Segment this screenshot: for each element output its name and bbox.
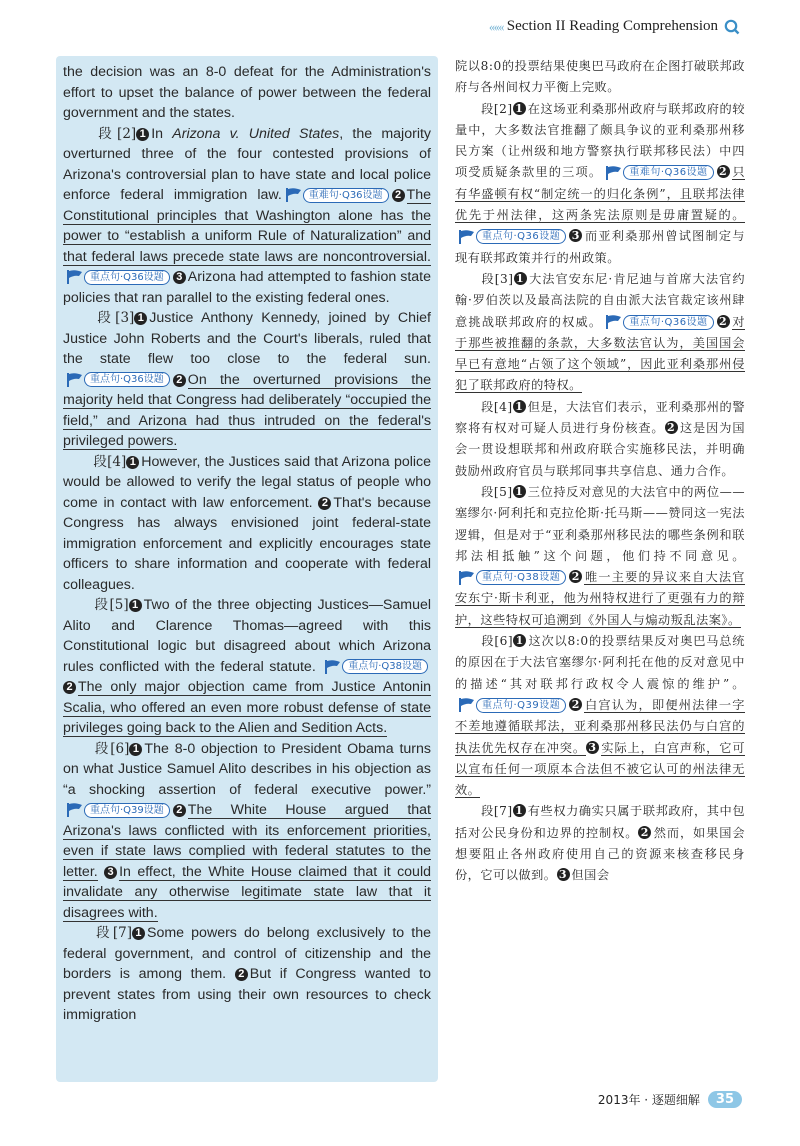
sentence-number-1: 1 (132, 927, 145, 940)
translation-paragraph-3: 段[3] 1 大法官安东尼·肯尼迪与首席大法官约翰·罗伯茨以及最高法院的自由派大法官裁定该州肆意挑战联邦政府的权威。 重点句·Q36设题 2 对于那些被推翻的条款，大多数法官认为，美国国会早已有意地“占领了这个领域”，因此亚利桑那州侵犯了联邦政府的特权。 (455, 271, 746, 393)
paragraph-1-end: the decision was an 8-0 defeat for the Administration's effort to upset the balance of power between the federal government and the states. (63, 64, 431, 121)
page-footer (598, 1091, 742, 1108)
flag-icon (605, 314, 623, 330)
sentence-number-2: 2 (318, 497, 331, 510)
sentence-number-1: 1 (513, 400, 526, 413)
flag-icon (458, 570, 476, 586)
translation-paragraph-1-end: 院以8:0的投票结果使奥巴马政府在企图打破联邦政府与各州间权力平衡上完败。 (455, 59, 745, 95)
sentence-number-3: 3 (173, 271, 186, 284)
sentence-number-1: 1 (513, 102, 526, 115)
sentence-number-1: 1 (513, 804, 526, 817)
sentence-number-1: 1 (126, 456, 139, 469)
search-icon (724, 19, 740, 35)
key-sentence-tag[interactable]: 重点句·Q36设题 (605, 314, 713, 330)
sentence-number-1: 1 (136, 128, 149, 141)
flag-icon (66, 802, 84, 818)
key-sentence-underline: 唯一主要的异议来自大法官安东宁·斯卡利亚，他为州特权进行了更强有力的辩护，这些特权可追溯到《外国人与煽动叛乱法案》。 (455, 570, 745, 627)
translation-paragraph-2: 段[2] 1 在这场亚利桑那州政府与联邦政府的较量中，大多数法官推翻了颇具争议的亚利桑那州移民方案（让州级和地方警察执行联邦移民法）中四项受质疑条款里的三项。 重难句·Q36设题 2 只有华盛顿有权“制定统一的归化条例”，且联邦法律优先于州法律，这两条宪法原则是毋庸置疑的。 重点句·Q36设题 3 而亚利桑那州曾试图制定与现有联邦政策并行的州政策。 (455, 101, 746, 265)
sentence-number-1: 1 (134, 312, 147, 325)
chinese-translation-column (455, 56, 745, 887)
english-passage-panel (56, 56, 438, 1082)
sentence-number-2: 2 (63, 681, 76, 694)
sentence-number-1: 1 (513, 634, 526, 647)
key-sentence-underline: The only major objection came from Justice Antonin Scalia, who offered an even more robust defense of state privileges going back to the Alien and Sedition Acts. (63, 679, 431, 736)
paragraph-7: 段[7] 1 Some powers do belong exclusively to the federal government, and control of citizenship and the borders is among them. 2 But if Congress wanted to prevent states from using their own resources to check immigration (63, 925, 432, 1023)
flag-icon (285, 187, 303, 203)
key-sentence-underline: On the overturned provisions the majority held that Congress had deliberately “occupied the field,” and Arizona had thus intruded on the federal's privileged powers. (63, 371, 431, 449)
footer-label: 2013年 · 逐题细解 (597, 1093, 700, 1107)
sentence-number-1: 1 (513, 485, 526, 498)
sentence-number-2: 2 (569, 698, 582, 711)
arrows-decoration: ‹‹‹‹‹‹ (488, 18, 503, 34)
translation-paragraph-6: 段[6] 1 这次以8:0的投票结果反对奥巴马总统的原因在于大法官塞缪尔·阿利托在他的反对意见中的描述“其对联邦行政权令人震惊的维护”。 重点句·Q39设题 2 白宫认为，即便州法律一字不差地遵循联邦法，亚利桑那州移民法仍与白宫的执法优先权存在冲突。 3 实际上，白宫声称，它可以宣布任何一项原本合法但不被它认可的州法律无效。 (455, 634, 746, 798)
sentence-number-3: 3 (569, 229, 582, 242)
key-sentence-tag[interactable]: 重点句·Q39设题 (66, 802, 170, 818)
sentence-number-2: 2 (173, 374, 186, 387)
key-sentence-underline: The Constitutional principles that Washington alone has the power to “establish a uniform Rule of Naturalization” and that federal laws precede state laws are noncontroversial. (63, 187, 431, 265)
paragraph-6: 段[6] 1 The 8-0 objection to President Obama turns on what Justice Samuel Alito describes in his objection as “a shocking assertion of federal executive power.” 重点句·Q39设题 2 The White House argued that Arizona's laws conflicted with its enforcement priorities, even if state laws complied with federal statutes to the letter. 3 In effect, the White House claimed that it could invalidate any otherwise legitimate state law that it disagrees with. (63, 740, 432, 921)
key-sentence-underline: 实际上，白宫声称，它可以宣布任何一项原本合法但不被它认可的州法律无效。 (455, 740, 746, 798)
paragraph-5: 段[5] 1 Two of the three objecting Justices—Samuel Alito and Clarence Thomas—agreed with this Constitutional logic but disagreed about which Arizona rules conflicted with the federal statute. 重点句·Q38设题 2 The only major objection came from Justice Antonin Scalia, who offered an even more robust defense of state privileges going back to the Alien and Sedition Acts. (63, 597, 432, 736)
page-number: 35 (708, 1091, 742, 1108)
key-sentence-underline: 只有华盛顿有权“制定统一的归化条例”，且联邦法律优先于州法律，这两条宪法原则是毋庸置疑的。 (455, 165, 746, 223)
key-sentence-tag[interactable]: 重点句·Q36设题 (66, 372, 170, 388)
key-sentence-underline: 白宫认为，即便州法律一字不差地遵循联邦法，亚利桑那州移民法仍与白宫的执法优先权存在冲突。 (455, 697, 745, 755)
sentence-number-2: 2 (717, 165, 730, 178)
translation-paragraph-5: 段[5] 1 三位持反对意见的大法官中的两位——塞缪尔·阿利托和克拉伦斯·托马斯——赞同这一宪法逻辑，但是对于“亚利桑那州移民法的哪些条例和联邦法相抵触”这个问题，他们持不同意见。 重点句·Q38设题 2 唯一主要的异议来自大法官安东宁·斯卡利亚，他为州特权进行了更强有力的辩护，这些特权可追溯到《外国人与煽动叛乱法案》。 (455, 484, 746, 627)
sentence-number-2: 2 (717, 315, 730, 328)
flag-icon (66, 372, 84, 388)
flag-icon (605, 165, 623, 181)
flag-icon (324, 659, 342, 675)
sentence-number-2: 2 (173, 804, 186, 817)
hard-sentence-tag[interactable]: 重难句·Q36设题 (605, 165, 713, 181)
key-sentence-tag[interactable]: 重点句·Q36设题 (458, 229, 566, 245)
key-sentence-tag[interactable]: 重点句·Q36设题 (66, 269, 170, 285)
sentence-number-2: 2 (569, 570, 582, 583)
paragraph-3: 段[3] 1 Justice Anthony Kennedy, joined by Chief Justice John Roberts and the Court's liberals, ruled that the state flew too close to the federal sun. 重点句·Q36设题 2 On the overturned provisions the majority held that Congress had deliberately “occupied the field,” and Arizona had thus intruded on the federal's privileged powers. (63, 310, 431, 449)
key-sentence-tag[interactable]: 重点句·Q38设题 (458, 570, 566, 586)
section-header (489, 18, 740, 35)
section-title: Section II Reading Comprehension (506, 18, 718, 34)
hard-sentence-tag[interactable]: 重难句·Q36设题 (285, 187, 389, 203)
sentence-number-3: 3 (104, 866, 117, 879)
sentence-number-1: 1 (129, 599, 142, 612)
translation-paragraph-7: 段[7] 1 有些权力确实只属于联邦政府，其中包括对公民身份和边界的控制权。 2 然而，如果国会想要阻止各州政府使用自己的资源来核查移民身份，它可以做到。 3 但国会 (455, 804, 746, 883)
key-sentence-tag[interactable]: 重点句·Q38设题 (324, 659, 428, 675)
sentence-number-2: 2 (392, 189, 405, 202)
sentence-number-3: 3 (557, 868, 570, 881)
flag-icon (458, 229, 476, 245)
sentence-number-1: 1 (514, 272, 527, 285)
case-name: Arizona v. United States (172, 125, 340, 142)
sentence-number-2: 2 (665, 421, 678, 434)
sentence-number-2: 2 (235, 968, 248, 981)
sentence-number-3: 3 (586, 741, 599, 754)
sentence-number-2: 2 (638, 826, 651, 839)
key-sentence-underline: In effect, the White House claimed that it could invalidate any otherwise legitimate state law that it disagrees with. (63, 863, 431, 921)
paragraph-2: 段[2] 1 In Arizona v. United States, the majority overturned three of the four contested provisions of Arizona's controversial plan to have state and local police enforce federal immigration law. 重难句·Q36设题 2 The Constitutional principles that Washington alone has the power to “establish a uniform Rule of Naturalization” and that federal laws precede state laws are noncontroversial. 重点句·Q36设题 3 Arizona had attempted to fashion state policies that ran parallel to the existing federal ones. (63, 125, 432, 306)
key-sentence-tag[interactable]: 重点句·Q39设题 (458, 697, 566, 713)
flag-icon (66, 269, 84, 285)
paragraph-label: 段[2] (93, 125, 137, 142)
key-sentence-underline: The White House argued that Arizona's laws conflicted with its enforcement priorities, even if state laws complied with federal statutes to the letter. (63, 802, 431, 880)
paragraph-4: 段[4] 1 However, the Justices said that Arizona police would be allowed to verify the legal status of people who come in contact with law enforcement. 2 That's because Congress has always envisioned joint federal-state immigration enforcement and explicitly encourages state officers to share information and cooperate with federal colleagues. (63, 453, 432, 593)
key-sentence-underline: 对于那些被推翻的条款，大多数法官认为，美国国会早已有意地“占领了这个领域”，因此亚利桑那州侵犯了联邦政府的特权。 (455, 314, 746, 393)
translation-paragraph-4: 段[4] 1 但是，大法官们表示，亚利桑那州的警察将有权对可疑人员进行身份核查。 2 这是因为国会一贯设想联邦和州政府联合实施移民法，并明确鼓励州政府官员与联邦同事共享信息、通力合作。 (455, 399, 746, 478)
flag-icon (458, 697, 476, 713)
sentence-number-1: 1 (129, 743, 142, 756)
